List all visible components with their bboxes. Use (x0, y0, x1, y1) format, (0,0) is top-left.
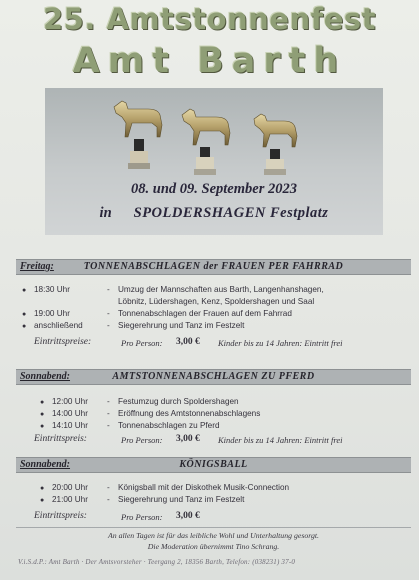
entry-label: Eintrittspreis: (34, 511, 87, 521)
schedule-desc: Siegerehrung und Tanz im Festzelt (118, 495, 245, 504)
footer-note-2: Die Moderation übernimmt Tino Schrang. (147, 542, 280, 551)
section-title: AMTSTONNENABSCHLAGEN ZU PFERD (112, 371, 315, 382)
entry-label: Eintrittspreise: (34, 337, 92, 347)
section-header-friday (16, 259, 411, 275)
dash-icon: - (107, 409, 110, 418)
schedule-desc: Tonnenabschlagen zu Pferd (118, 421, 220, 430)
schedule-desc: Umzug der Mannschaften aus Barth, Langenhanshagen, (118, 285, 324, 294)
event-location-line (45, 205, 383, 222)
bullet-icon: ● (40, 398, 45, 406)
dash-icon: - (107, 309, 110, 318)
children-price: Kinder bis zu 14 Jahren: Eintritt frei (218, 435, 343, 445)
section-header-saturday-ball (16, 457, 411, 473)
section-title: TONNENABSCHLAGEN der FRAUEN PER FAHRRAD (83, 261, 344, 272)
entry-price: 3,00 € (176, 511, 200, 521)
entry-price: 3,00 € (176, 337, 200, 347)
children-price: Kinder bis zu 14 Jahren: Eintritt frei (218, 338, 343, 348)
horse-trophy-1 (114, 101, 162, 169)
per-person-label: Pro Person: (121, 435, 163, 445)
bullet-icon: ● (22, 322, 27, 330)
title-line-1: 25. Amtstonnenfest (42, 2, 377, 36)
horse-trophies-illustration (100, 93, 315, 176)
schedule-time: 14:00 Uhr (52, 409, 88, 418)
bullet-icon: ● (40, 410, 45, 418)
entry-label: Eintrittspreis: (34, 434, 87, 444)
horse-trophy-2 (182, 109, 230, 175)
dash-icon: - (107, 285, 110, 294)
title-line-2: Amt Barth (72, 41, 347, 81)
schedule-desc: Königsball mit der Diskothek Musik-Connection (118, 483, 290, 492)
dash-icon: - (107, 397, 110, 406)
horse-trophy-3 (254, 114, 297, 175)
schedule-desc: Tonnenabschlagen der Frauen auf dem Fahrrad (118, 309, 292, 318)
location-prefix: in (99, 205, 112, 221)
section-day: Freitag: (20, 261, 54, 272)
bullet-icon: ● (40, 496, 45, 504)
dash-icon: - (107, 483, 110, 492)
dash-icon: - (107, 321, 110, 330)
schedule-time: 14:10 Uhr (52, 421, 88, 430)
bullet-icon: ● (40, 484, 45, 492)
imprint-address: V.i.S.d.P.: Amt Barth · Der Amtsvorsteher · Teergang 2, 18356 Barth, Telefon: (038231) 37-0 (18, 558, 296, 566)
schedule-time: 18:30 Uhr (34, 285, 70, 294)
per-person-label: Pro Person: (121, 338, 163, 348)
bullet-icon: ● (22, 310, 27, 318)
divider (16, 527, 411, 528)
bullet-icon: ● (40, 422, 45, 430)
event-location: SPOLDERSHAGEN Festplatz (133, 205, 329, 221)
section-title: KÖNIGSBALL (179, 459, 248, 470)
bullet-icon: ● (22, 286, 27, 294)
dash-icon: - (107, 495, 110, 504)
entry-price: 3,00 € (176, 434, 200, 444)
dash-icon: - (107, 421, 110, 430)
schedule-time: 20:00 Uhr (52, 483, 88, 492)
schedule-desc: Siegerehrung und Tanz im Festzelt (118, 321, 245, 330)
schedule-time: 21:00 Uhr (52, 495, 88, 504)
schedule-desc: Festumzug durch Spoldershagen (118, 397, 239, 406)
footer-note-1: An allen Tagen ist für das leibliche Wohl und Unterhaltung gesorgt. (107, 531, 320, 540)
schedule-desc: Löbnitz, Lüdershagen, Kenz, Spoldershagen und Saal (118, 297, 315, 306)
section-header-saturday-horse (16, 369, 411, 385)
event-date: 08. und 09. September 2023 (131, 181, 297, 197)
schedule-time: 12:00 Uhr (52, 397, 88, 406)
schedule-desc: Eröffnung des Amtstonnenabschlagens (118, 409, 261, 418)
per-person-label: Pro Person: (121, 512, 163, 522)
section-day: Sonnabend: (20, 459, 71, 470)
schedule-time: 19:00 Uhr (34, 309, 70, 318)
schedule-time: anschließend (34, 321, 83, 330)
section-day: Sonnabend: (20, 371, 71, 382)
